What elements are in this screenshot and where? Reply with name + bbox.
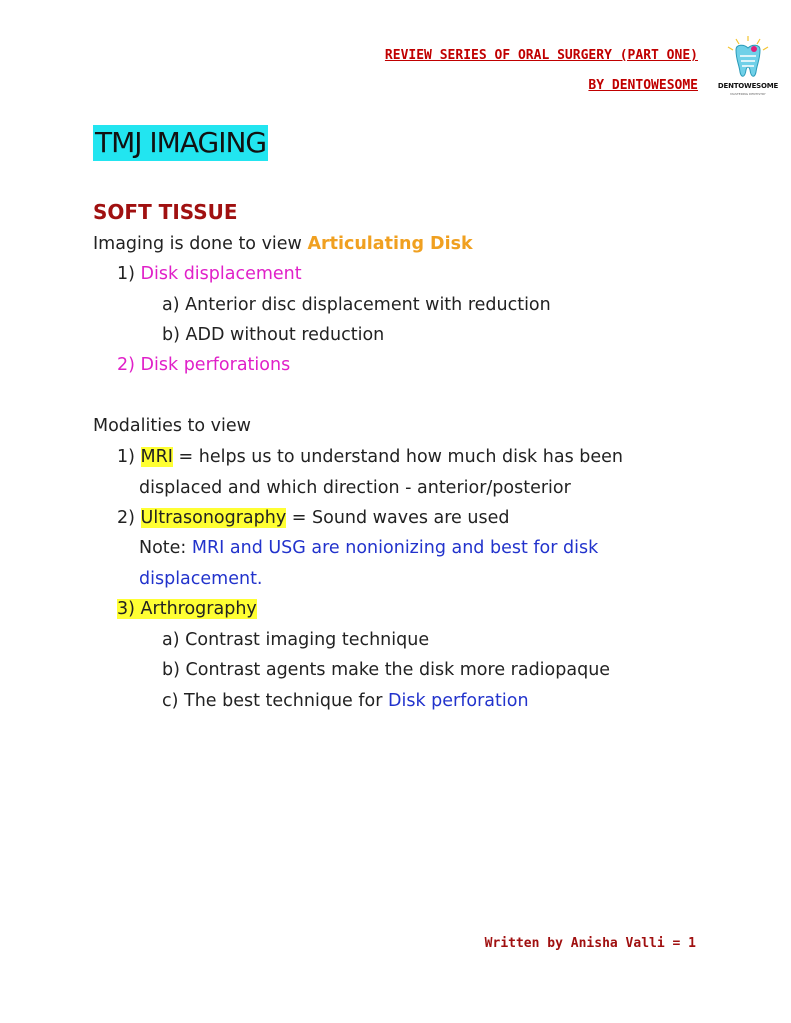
list-item-text: Contrast imaging technique [185, 630, 430, 650]
list-number: 2) [117, 355, 135, 375]
list-letter: c) [162, 691, 179, 711]
list-item [117, 262, 302, 286]
ultrasonography-term: Ultrasonography [140, 508, 287, 528]
list-item-text: Contrast agents make the disk more radiopaque [185, 660, 611, 680]
list-number: 2) [117, 508, 135, 528]
list-letter: a) [162, 630, 180, 650]
page-title: TMJ IMAGING [95, 126, 267, 159]
list-letter: b) [162, 660, 180, 680]
list-item-text: = helps us to understand how much disk has been [172, 447, 623, 467]
modalities-heading: Modalities to view [93, 416, 251, 436]
note-line [139, 536, 598, 560]
intro-text: Imaging is done to view [93, 234, 308, 254]
logo-tagline: MASTERING DENTISTRY [730, 92, 766, 96]
sub-list-item [162, 293, 551, 317]
list-number: 1) [117, 447, 135, 467]
note-label: Note: [139, 538, 192, 558]
tooth-icon [716, 34, 780, 82]
list-number: 1) [117, 264, 135, 284]
note-text: MRI and USG are nonionizing and best for disk [191, 538, 599, 558]
list-letter: b) [162, 325, 180, 345]
dentowesome-logo [716, 34, 780, 100]
sub-list-item [162, 689, 529, 713]
sub-list-item [162, 658, 610, 682]
list-item [117, 445, 623, 469]
header-series-title: REVIEW SERIES OF ORAL SURGERY (PART ONE) [384, 48, 698, 63]
list-item-text: ADD without reduction [185, 325, 385, 345]
articulating-disk-label: Articulating Disk [307, 234, 473, 254]
header-author: BY DENTOWESOME [588, 78, 698, 93]
list-item [117, 506, 509, 530]
list-number: 3) [117, 599, 135, 619]
logo-name: DENTOWESOME [717, 82, 779, 90]
arthrography-term: Arthrography [140, 599, 257, 619]
intro-line [93, 232, 473, 256]
sub-list-item [162, 628, 429, 652]
list-letter: a) [162, 295, 180, 315]
list-item-text: The best technique for [184, 691, 389, 711]
list-item [117, 597, 257, 621]
disk-perforation-term: Disk perforation [388, 691, 529, 711]
note-continuation: displacement. [139, 569, 263, 589]
list-item-text: Disk perforations [140, 355, 291, 375]
mri-term: MRI [140, 447, 173, 467]
list-item-text: Anterior disc displacement with reduction [185, 295, 551, 315]
footer-credit: Written by Anisha Valli = 1 [484, 936, 696, 951]
list-item-text: = Sound waves are used [286, 508, 510, 528]
sub-list-item [162, 323, 384, 347]
list-item-text: Disk displacement [140, 264, 302, 284]
list-item-continuation: displaced and which direction - anterior/posterior [139, 478, 571, 498]
section-heading: SOFT TISSUE [93, 200, 238, 224]
list-item [117, 353, 290, 377]
